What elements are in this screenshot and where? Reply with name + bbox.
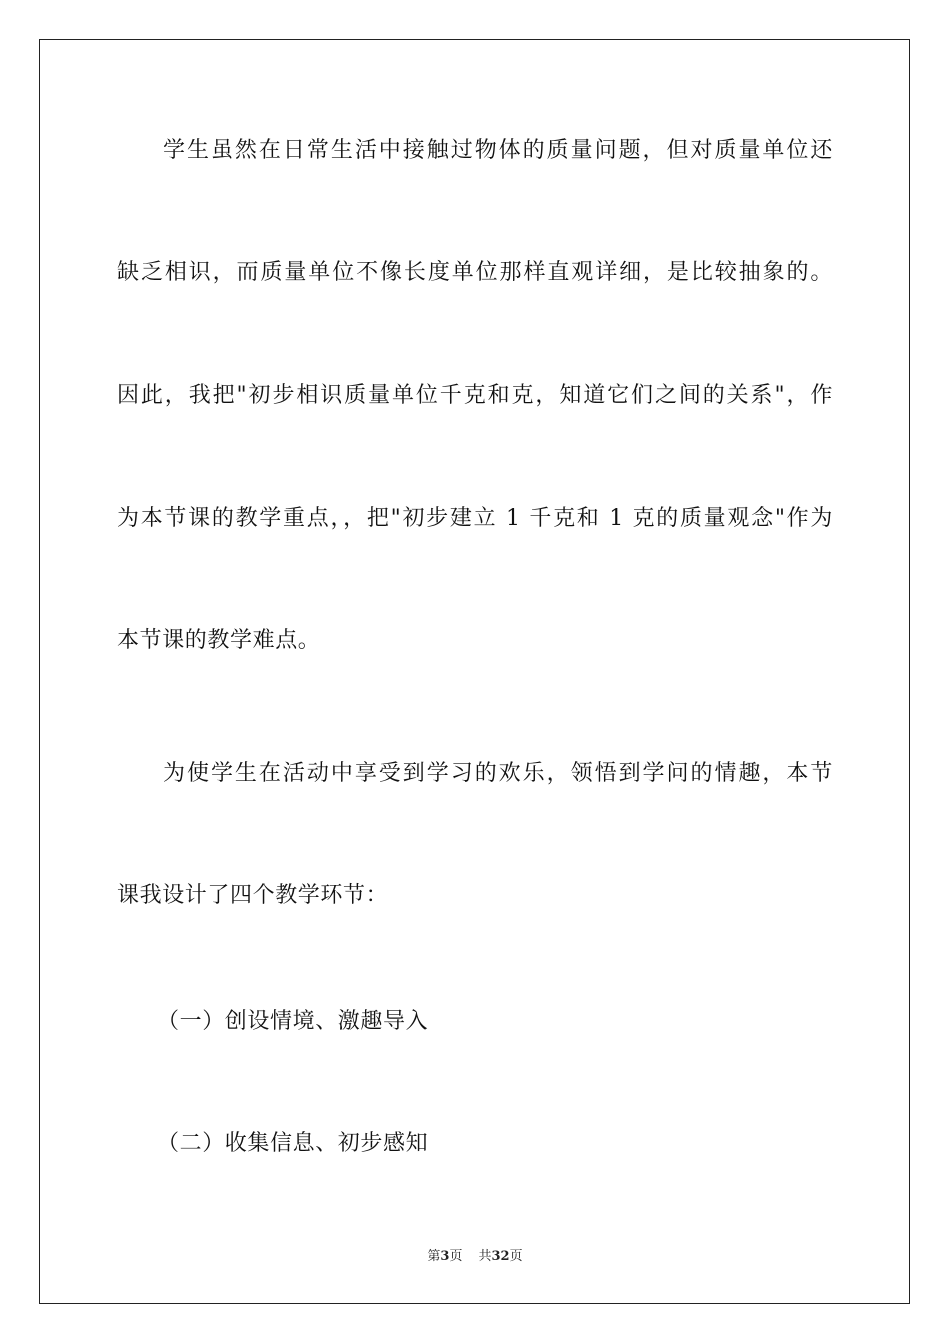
paragraph-line-2: 缺乏相识，而质量单位不像长度单位那样直观详细，是比较抽象的。 [117,260,833,285]
page-border [39,39,910,1304]
paragraph-line-7: 课我设计了四个教学环节： [117,883,389,908]
paragraph-line-3: 因此，我把"初步相识质量单位千克和克，知道它们之间的关系"，作 [117,383,833,408]
paragraph-line-6: 为使学生在活动中享受到学习的欢乐，领悟到学问的情趣，本节 [163,761,833,786]
footer-total-suffix: 页 [509,1249,523,1264]
paragraph-line-1: 学生虽然在日常生活中接触过物体的质量问题，但对质量单位还 [163,138,833,163]
footer-page-suffix: 页 [449,1249,463,1264]
footer-total-prefix: 共 [478,1249,492,1264]
footer-page-prefix: 第 [427,1249,441,1264]
footer-total-pages: 32 [491,1249,510,1264]
section-heading-1: （一）创设情境、激趣导入 [157,1009,429,1034]
page-footer [0,1248,950,1266]
section-heading-2: （二）收集信息、初步感知 [157,1131,429,1156]
paragraph-line-5: 本节课的教学难点。 [117,628,321,653]
paragraph-line-4: 为本节课的教学重点，，把"初步建立 1 千克和 1 克的质量观念"作为 [117,506,833,531]
footer-page-number: 3 [440,1249,450,1264]
